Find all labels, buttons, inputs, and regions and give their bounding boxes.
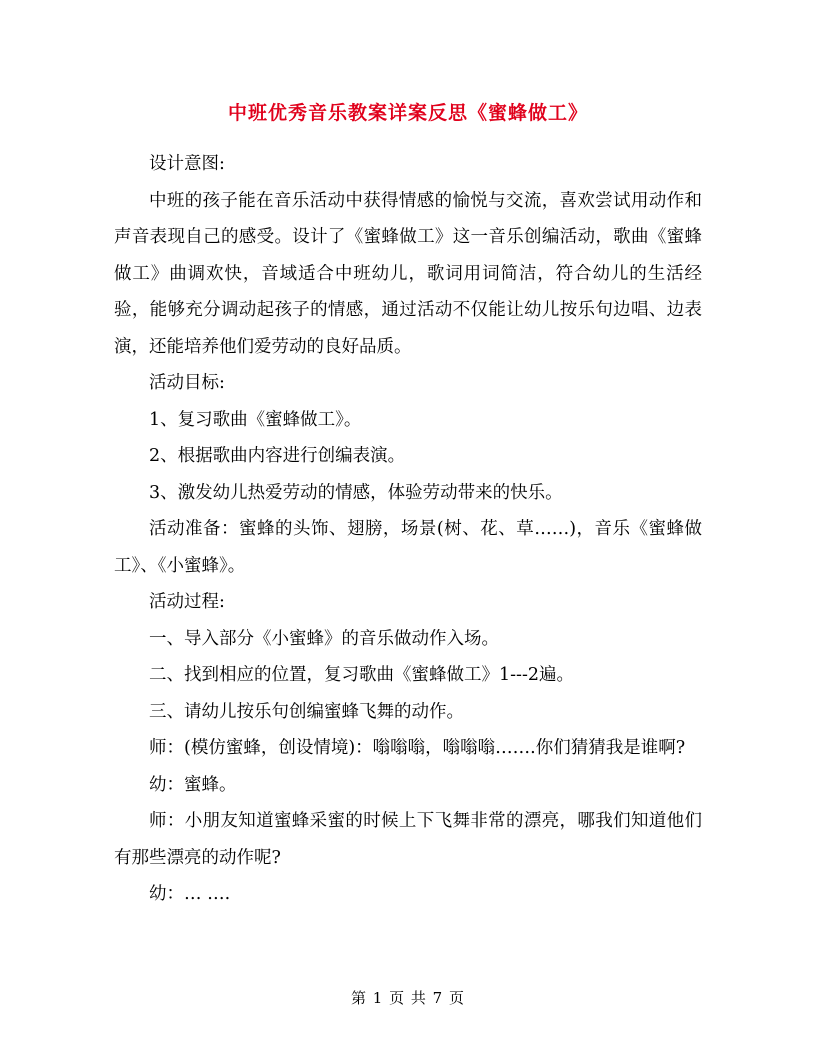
paragraph-goal-2: 2、根据歌曲内容进行创编表演。	[149, 446, 406, 466]
paragraph-design-intent-heading: 设计意图:	[149, 154, 225, 174]
paragraph-goals-heading: 活动目标:	[149, 373, 225, 393]
page-number-footer: 第 1 页 共 7 页	[351, 989, 465, 1007]
paragraph-step-3: 三、请幼儿按乐句创编蜜蜂飞舞的动作。	[149, 701, 464, 722]
paragraph-goal-1: 1、复习歌曲《蜜蜂做工》。	[149, 409, 362, 430]
paragraph-dialogue-teacher-1: 师：(模仿蜜蜂，创设情境)：嗡嗡嗡，嗡嗡嗡…….你们猜猜我是谁啊?	[149, 738, 686, 758]
document-body	[114, 146, 702, 913]
paragraph-design-intent: 中班的孩子能在音乐活动中获得情感的愉悦与交流，喜欢尝试用动作和声音表现自己的感受。设计了《蜜蜂做工》这一音乐创编活动，歌曲《蜜蜂做工》曲调欢快，音域适合中班幼儿，歌词用词简洁，符合幼儿的生活经验，能够充分调动起孩子的情感，通过活动不仅能让幼儿按乐句边唱、边表演，还能培养他们爱劳动的良好品质。	[114, 190, 702, 357]
paragraph-preparation: 活动准备：蜜蜂的头饰、翅膀，场景(树、花、草……)，音乐《蜜蜂做工》、《小蜜蜂》。	[114, 519, 702, 576]
paragraph-goal-3: 3、激发幼儿热爱劳动的情感，体验劳动带来的快乐。	[149, 482, 563, 503]
paragraph-step-2: 二、找到相应的位置，复习歌曲《蜜蜂做工》1---2遍。	[149, 665, 575, 685]
paragraph-dialogue-child-2: 幼：… ….	[149, 884, 231, 904]
paragraph-process-heading: 活动过程:	[149, 592, 225, 612]
paragraph-step-1: 一、导入部分《小蜜蜂》的音乐做动作入场。	[149, 628, 499, 649]
paragraph-dialogue-teacher-2: 师：小朋友知道蜜蜂采蜜的时候上下飞舞非常的漂亮，哪我们知道他们有那些漂亮的动作呢?	[114, 811, 702, 868]
paragraph-dialogue-child-1: 幼：蜜蜂。	[149, 774, 237, 795]
document-title: 中班优秀音乐教案详案反思《蜜蜂做工》	[227, 102, 588, 124]
